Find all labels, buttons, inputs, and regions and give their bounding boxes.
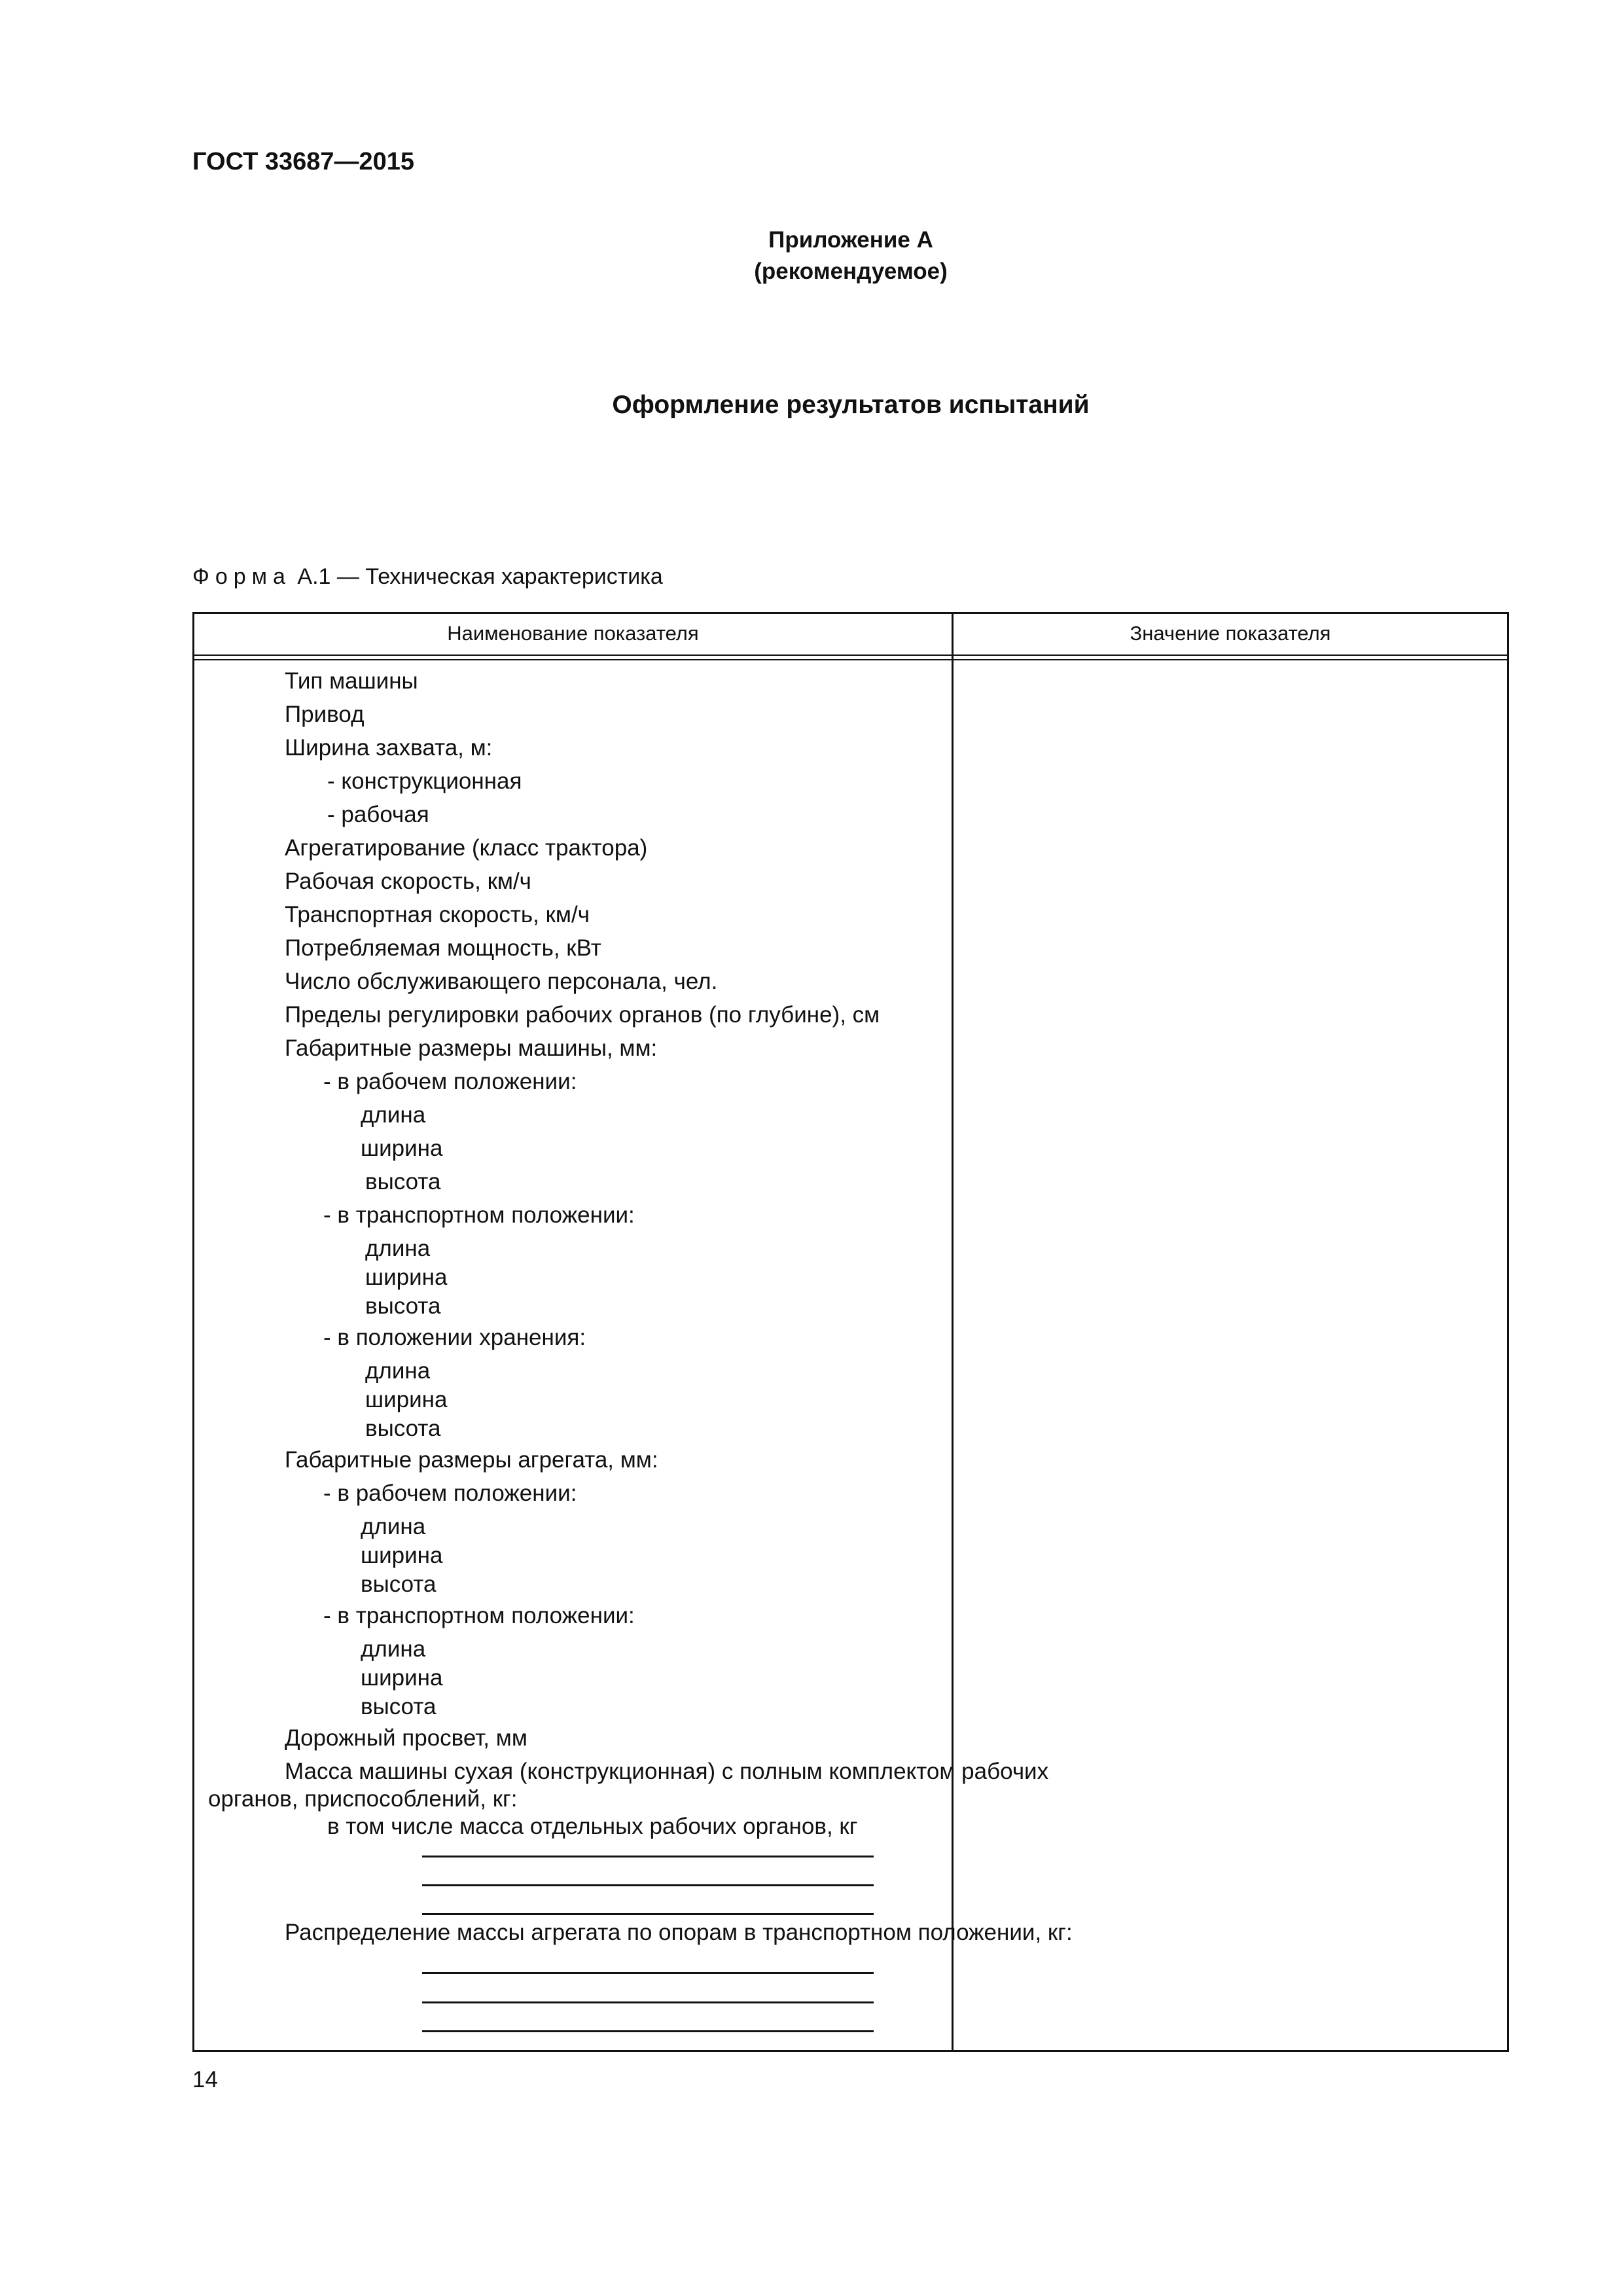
table-row-drive: Привод [285, 702, 365, 727]
table-row-machine-working-height: высота [365, 1169, 441, 1194]
appendix-heading [654, 224, 1047, 287]
table-row-machine-working-width: ширина [361, 1136, 443, 1161]
table-row-dry-mass-line2: органов, приспособлений, кг: [208, 1786, 518, 1812]
blank-fill-line [422, 2030, 874, 2032]
table-row-machine-transport-position: - в транспортном положении: [323, 1202, 635, 1228]
table-header-rule [192, 655, 1509, 656]
table-row-personnel: Число обслуживающего персонала, чел. [285, 969, 718, 994]
table-row-transport-speed: Транспортная скорость, км/ч [285, 902, 590, 927]
table-row-working-speed: Рабочая скорость, км/ч [285, 869, 531, 894]
table-row-width-working: - рабочая [327, 802, 429, 827]
table-row-unit-transport-length: длина [361, 1636, 426, 1662]
table-row-machine-transport-length: длина [365, 1236, 431, 1261]
blank-fill-line [422, 1913, 874, 1915]
table-row-dry-mass-line1: Масса машины сухая (конструкционная) с полным комплектом рабочих [285, 1759, 1049, 1784]
table-row-machine-storage-width: ширина [365, 1387, 448, 1412]
table-row-unit-working-position: - в рабочем положении: [323, 1480, 577, 1506]
table-row-working-width: Ширина захвата, м: [285, 735, 493, 761]
table-row-unit-transport-width: ширина [361, 1665, 443, 1691]
table-row-machine-transport-width: ширина [365, 1265, 448, 1290]
table-row-ground-clearance: Дорожный просвет, мм [285, 1725, 527, 1751]
table-column-divider [952, 612, 954, 2052]
blank-fill-line [422, 1972, 874, 1974]
page-number: 14 [192, 2067, 218, 2092]
table-row-adjustment-limits: Пределы регулировки рабочих органов (по глубине), см [285, 1002, 880, 1028]
table-row-unit-working-height: высота [361, 1571, 437, 1597]
table-row-unit-working-width: ширина [361, 1543, 443, 1568]
table-row-machine-storage-position: - в положении хранения: [323, 1325, 586, 1350]
table-row-machine-working-length: длина [361, 1102, 426, 1128]
standard-code: ГОСТ 33687—2015 [192, 148, 415, 175]
form-caption-prefix: Форма [192, 564, 291, 589]
table-row-unit-working-length: длина [361, 1514, 426, 1539]
table-row-machine-storage-length: длина [365, 1358, 431, 1384]
blank-fill-line [422, 1856, 874, 1857]
appendix-label: Приложение А [768, 227, 933, 253]
table-row-width-design: - конструкционная [327, 768, 522, 794]
table-row-unit-transport-height: высота [361, 1694, 437, 1719]
blank-fill-line [422, 2001, 874, 2003]
table-row-mass-distribution: Распределение массы агрегата по опорам в транспортном положении, кг: [285, 1920, 1073, 1945]
appendix-status: (рекомендуемое) [754, 259, 948, 284]
blank-fill-line [422, 1884, 874, 1886]
table-row-machine-type: Тип машины [285, 668, 418, 694]
table-row-machine-working-position: - в рабочем положении: [323, 1069, 577, 1094]
table-row-machine-dimensions: Габаритные размеры машины, мм: [285, 1035, 658, 1061]
table-row-organ-mass: в том числе масса отдельных рабочих органов, кг [327, 1814, 858, 1839]
column-header-name: Наименование показателя [447, 622, 699, 645]
column-header-value: Значение показателя [1130, 622, 1331, 645]
section-title: Оформление результатов испытаний [612, 391, 1090, 419]
table-row-machine-storage-height: высота [365, 1416, 441, 1441]
table-row-machine-transport-height: высота [365, 1293, 441, 1319]
table-row-unit-dimensions: Габаритные размеры агрегата, мм: [285, 1447, 658, 1473]
table-row-power: Потребляемая мощность, кВт [285, 935, 601, 961]
form-caption-text: А.1 — Техническая характеристика [297, 564, 663, 589]
table-row-unit-transport-position: - в транспортном положении: [323, 1603, 635, 1628]
form-caption [192, 564, 663, 590]
table-row-aggregation: Агрегатирование (класс трактора) [285, 835, 648, 861]
table-header-rule-double [192, 659, 1509, 660]
